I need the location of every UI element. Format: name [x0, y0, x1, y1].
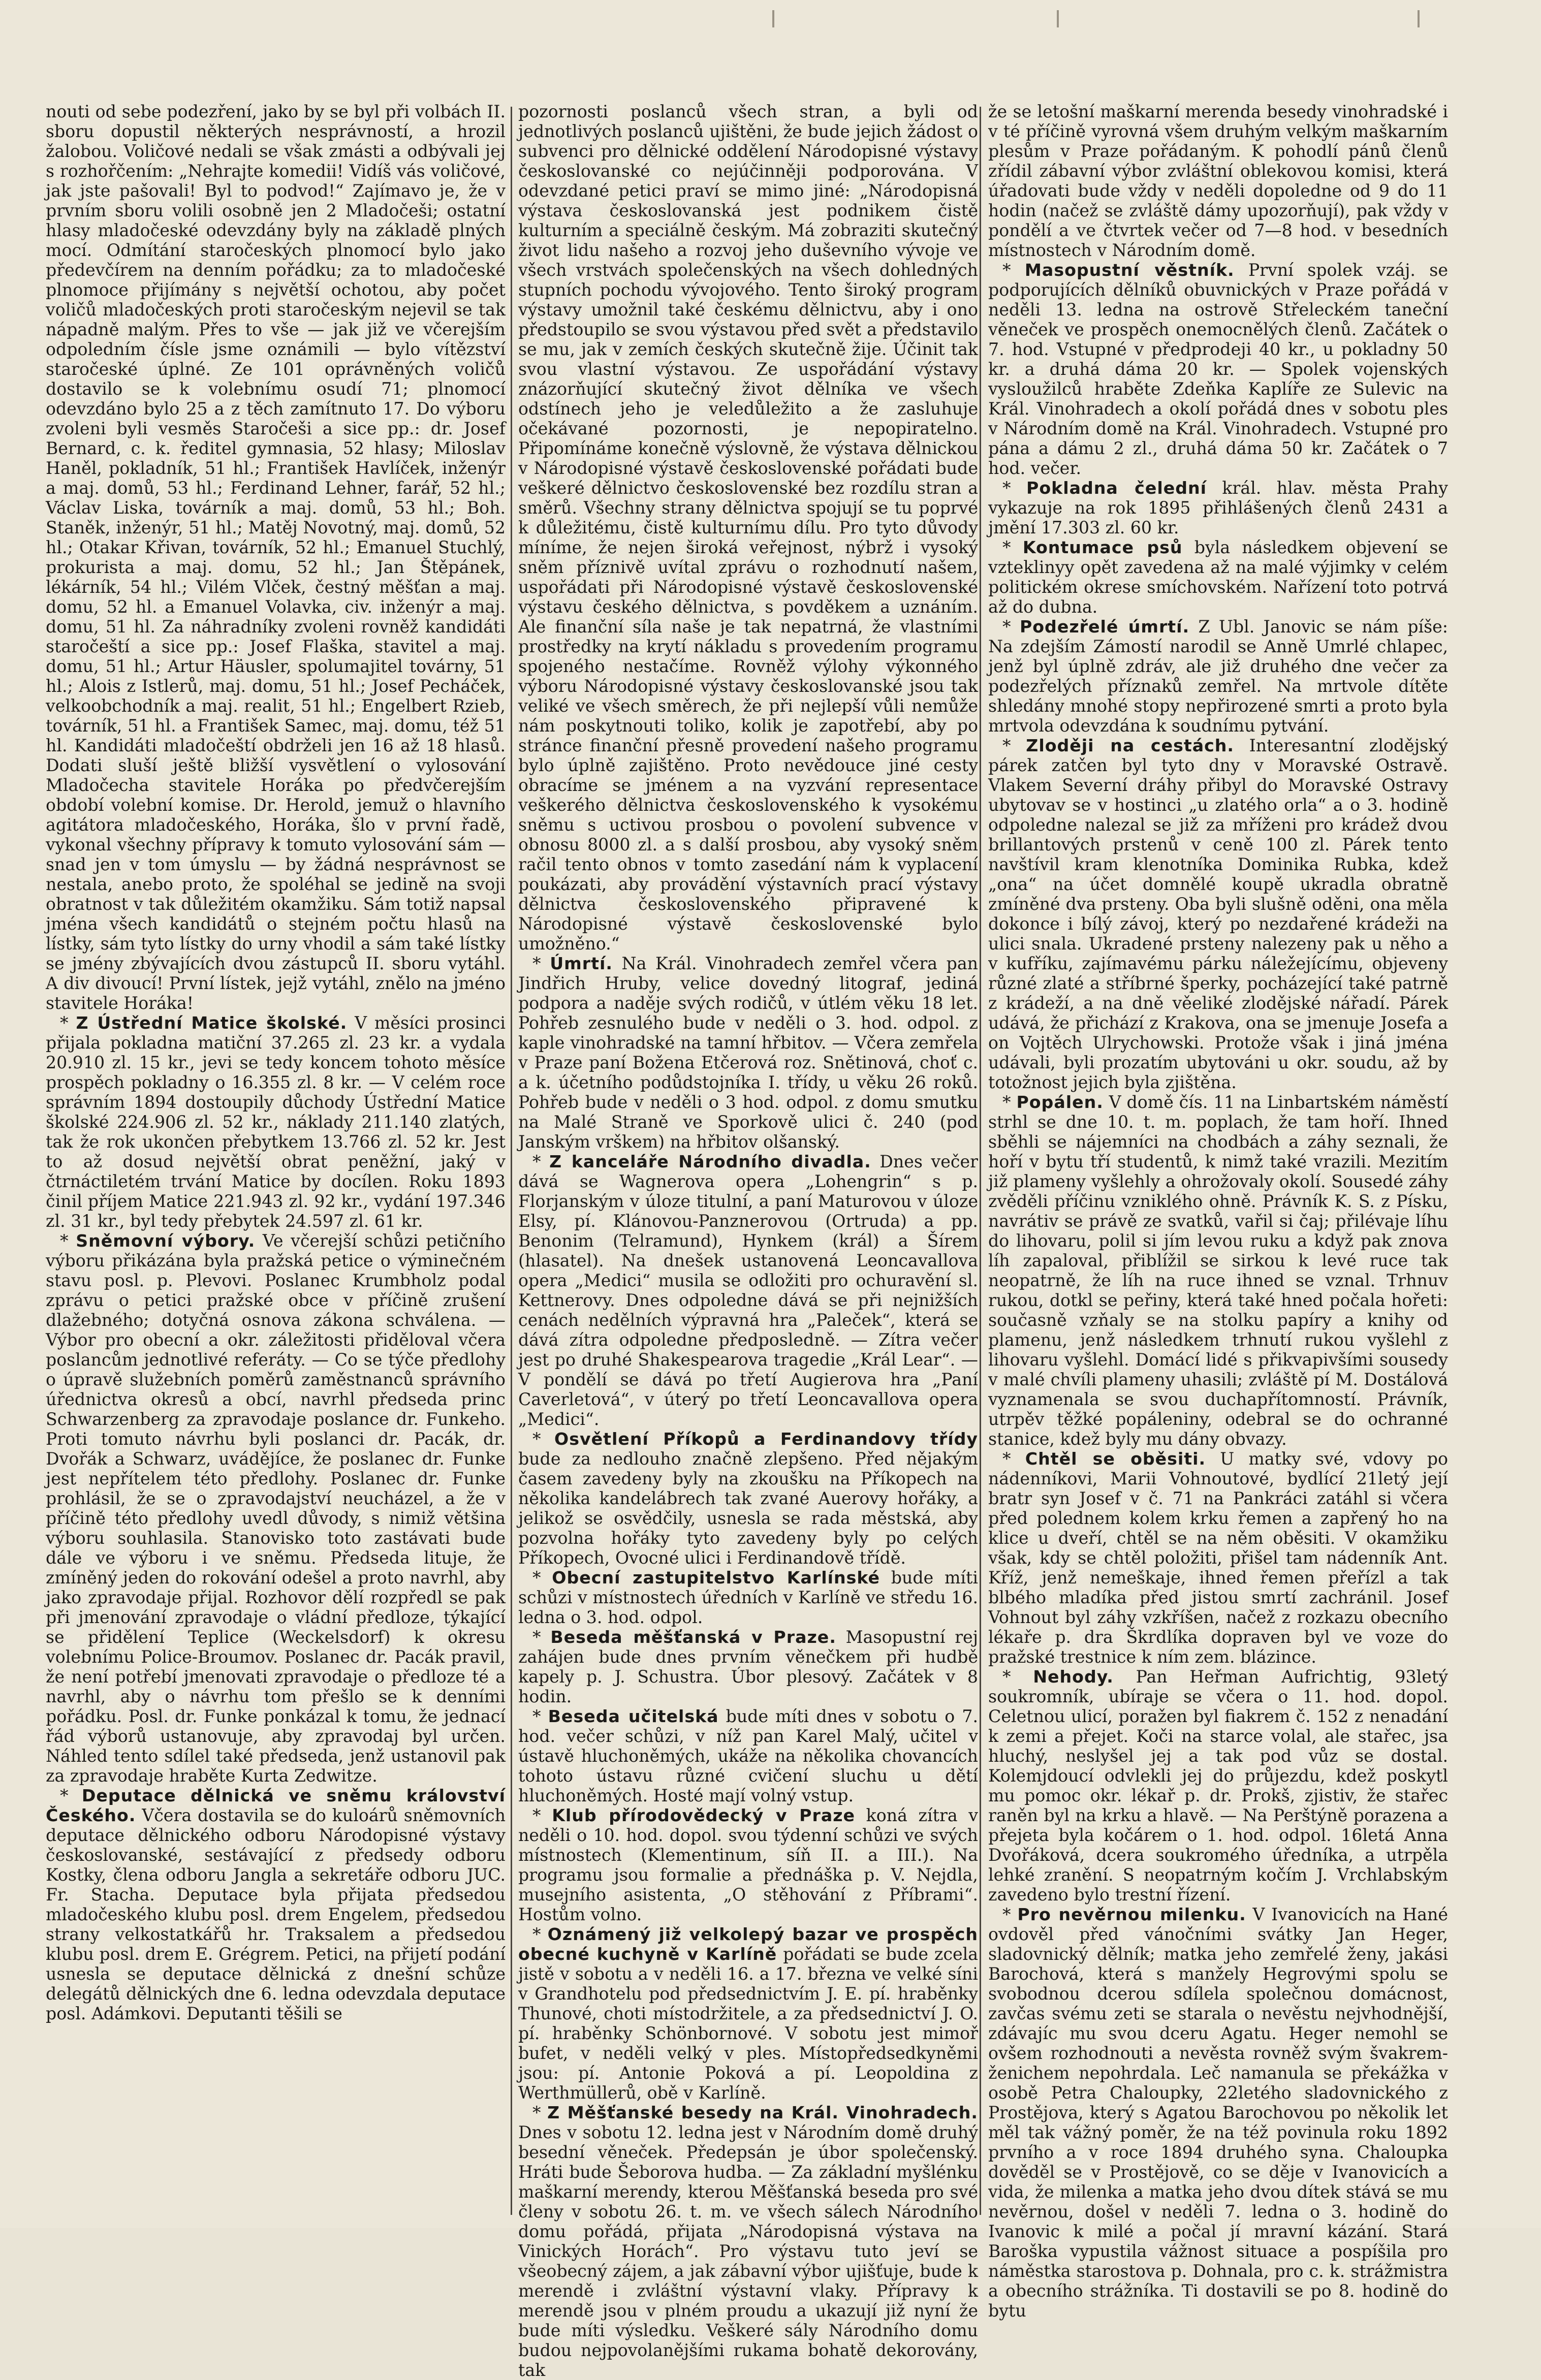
- article-body: nouti od sebe podezření, jako by se byl při volbách II. sboru dopustil některých nesprávností, a hrozil žalobou. Voličové nedali se však zmásti a odbývali jej s rozhořčením: „Nehrajte komedii! Vidíš vás voličové, jak jste pašovali! Byl to podvod!“ Zajímavo je, že v prvním sboru volili osobně jen 2 Mladočeši; ostatní hlasy mladočeské odevzdány byly na základě plných mocí. Odmítání staročeských plnomocí bylo jako předevčírem na denním pořádku; za to mladočeské plnomoce přijímány s největší ochotou, aby počet voličů mladočeských proti staročeským nejevil se tak nápadně malým. Přes to vše — jak již ve včerejším odpoledním čísle jsme oznámili — bylo vítězství staročeské úplné. Ze 101 oprávněných voličů dostavilo se k volebnímu osudí 71; plnomocí odevzdáno bylo 25 a z těch zamítnuto 17. Do výboru zvoleni byli vesměs Staročeši a sice pp.: dr. Josef Bernard, c. k. ředitel gymnasia, 52 hlasy; Miloslav Haněl, pokladník, 51 hl.; František Havlíček, inženýr a maj. domů, 53 hl.; Ferdinand Lehner, farář, 52 hl.; Václav Liska, továrník a maj. domů, 53 hl.; Boh. Staněk, inženýr, 51 hl.; Matěj Novotný, maj. domů, 52 hl.; Otakar Křivan, továrník, 52 hl.; Emanuel Stuchlý, prokurista a maj. domu, 52 hl.; Jan Štěpánek, lékárník, 54 hl.; Vilém Vlček, čestný měšťan a maj. domu, 52 hl. a Emanuel Volavka, civ. inženýr a maj. domu, 51 hl. Za náhradníky zvoleni rovněž kandidáti staročeští a sice pp.: Josef Flaška, stavitel a maj. domu, 51 hl.; Artur Häusler, spolumajitel továrny, 51 hl.; Alois z Istlerů, maj. domu, 51 hl.; Josef Pecháček, velkoobchodník a maj. realit, 51 hl.; Engelbert Rzieb, továrník, 51 hl. a František Samec, maj. domu, též 51 hl. Kandidáti mladočeští obdrželi jen 16 až 18 hlasů. Dodati sluší ještě bližší vysvětlení o vylosování Mladočecha stavitele Horáka po předvčerejším období volební komise. Dr. Herold, jemuž o hlavního agitátora mladočeského, Horáka, šlo v první řadě, vykonal všechny přípravy k tomuto vylosování sám — snad jen v tom úmyslu — by žádná nesprávnost se nestala, anebo proto, že spoléhal se jedině na svoji obratnost v tak důležitém okamžiku. Sám totiž napsal jména všech kandidátů o stejném počtu hlasů na lístky, sám tyto lístky do urny vhodil a sám také lístky se jmény zbývajících dvou zástupců II. sboru vytáhl. A div divoucí! První lístek, jejž vytáhl, znělo na jméno stavitele Horáka!: [46, 102, 506, 1013]
- article-paragraph: [518, 1568, 978, 1627]
- asterisk-marker: *: [1002, 736, 1026, 755]
- asterisk-marker: *: [1002, 617, 1020, 637]
- article-body: V domě čís. 11 na Linbartském náměstí strhl se dne 10. t. m. poplach, že tam hoří. Ihned sběhli se nájemníci na chodbách a záhy seznali, že hoří v bytu tří studentů, k nimž také vrazili. Mezitím již plameny vyšlehly a ohrožovaly okolí. Sousedé záhy zvěděli příčinu vzniklého ohně. Právník K. S. z Písku, navrátiv se právě ze svatků, vařil si čaj; přilévaje líhu do lihovaru, polil si jím levou ruku a když pak znova líh zapaloval, přiblížil se sirkou k levé ruce tak neopatrně, že líh na ruce ihned se vznal. Trhnuv rukou, dotkl se peřiny, která také hned počala hořeti: současně vzňaly se na stolku papíry a knihy od plamenu, jenž následkem trhnutí rukou vyšlehl z lihovaru vyšlehl. Domácí lidé s přikvapivšími sousedy v malé chvíli plameny uhasili; zvláště pí M. Dostálová vyznamenala se svou duchapřítomností. Právník, utrpěv těžké popáleniny, odebral se do ochranné stanice, kdež byly mu dány obvazy.: [988, 1092, 1448, 1449]
- asterisk-marker: *: [60, 1786, 82, 1805]
- article-paragraph: [988, 537, 1448, 617]
- article-paragraph: [988, 260, 1448, 478]
- article-headline: Masopustní věstník.: [1024, 260, 1235, 280]
- article-body: Dnes večer dává se Wagnerova opera „Lohengrin“ s p. Florjanským v úloze titulní, a paní Maturovou v úloze Elsy, pí. Klánovou-Panznerovou (Ortruda) a pp. Benonim (Telramund), Hynkem (král) a Šírem (hlasatel). Na dnešek ustanovená Leoncavallova opera „Medici“ musila se odložiti pro ochuravění sl. Kettnerovy. Dnes odpoledne dává se při nejnižších cenách nedělních výpravná hra „Paleček“, která se dává zítra odpoledne předposledně. — Zítra večer jest po druhé Shakespearova tragedie „Král Lear“. — V pondělí se dává po třetí Augierova hra „Paní Caverletová“, v úterý po třetí Leoncavallova opera „Medici“.: [518, 1152, 978, 1429]
- asterisk-marker: *: [532, 1152, 550, 1171]
- asterisk-marker: *: [532, 1924, 548, 1944]
- article-paragraph: [46, 102, 506, 1013]
- article-body: Na Král. Vinohradech zemřel včera pan Jindřich Hruby, velice dovedný litograf, jediná podpora a naděje svých rodičů, v útlém věku 18 let. Pohřeb zesnulého bude v neděli o 3. hod. odpol. z kaple vinohradské na tamní hřbitov. — Včera zemřela v Praze paní Božena Etčerová roz. Snětinová, choť c. a k. účetního podůdstojníka I. třídy, u věku 26 roků. Pohřeb bude v neděli o 3 hod. odpol. z domu smutku na Malé Straně ve Sporkově ulici č. 240 (pod Janským vrškem) na hřbitov olšanský.: [518, 954, 978, 1152]
- asterisk-marker: *: [1002, 537, 1023, 557]
- article-body: První spolek vzáj. se podporujících dělníků obuvnických v Praze pořádá v neděli 13. ledna na ostrově Střeleckém taneční věneček ve prospěch onemocnělých členů. Začátek o 7. hod. Vstupné v předprodeji 40 kr., u pokladny 50 kr. a druhá dáma 20 kr. — Spolek vojenských vysloužilců hraběte Zdeňka Kaplíře ze Sulevic na Král. Vinohradech a okolí pořádá dnes v sobotu ples v Národním domě na Král. Vinohradech. Vstupné pro pána a dámu 2 zl., druhá dáma 50 kr. Začátek o 7 hod. večer.: [988, 260, 1448, 478]
- text-column-2: [518, 102, 978, 2380]
- article-headline: Deputace dělnická ve sněmu království Českého.: [46, 1786, 506, 1825]
- asterisk-marker: *: [60, 1231, 76, 1251]
- article-paragraph: [988, 617, 1448, 736]
- article-paragraph: [518, 954, 978, 1152]
- article-body: Ve včerejší schůzi petičního výboru přikázána byla pražská petice o výminečném stavu posl. p. Plevovi. Poslanec Krumbholz podal zprávu o petici pražské obce v příčině zrušení dlažebného; dotyčná osnova zákona schválena. — Výbor pro obecní a okr. záležitosti přiděloval včera poslancům jednotlivé referáty. — Co se týče předlohy o úpravě služebních poměrů zaměstnanců správního úřednictva okresů a obcí, navrhl předseda princ Schwarzenberg za zpravodaje poslance dr. Funkeho. Proti tomuto návrhu byli poslanci dr. Pacák, dr. Dvořák a Schwarz, uvádějíce, že poslanec dr. Funke jest nepřítelem této předlohy. Poslanec dr. Funke prohlásil, že se o zpravodajství neucházel, a že v příčině této předlohy uvedl důvody, s nimiž většina výboru souhlasila. Stanovisko toto zastávati bude dále ve výboru i ve sněmu. Předseda lituje, že zmíněný jeden do rokování odešel a proto navrhl, aby jako zpravodaje přijal. Rozhovor dělí rozpředl se pak při jmenování zpravodaje o vládní předloze, týkající se přidělení Teplice (Weckelsdorf) k okresu volebnímu Police-Broumov. Poslanec dr. Pacák pravil, že není potřebí jmenovati zpravodaje o předloze té a navrhl, aby o návrhu tom přešlo se k denními pořádku. Posl. dr. Funke ponkázal k tomu, že jednací řád výborů ustanovuje, aby zpravodaj byl určen. Náhled tento sdílel také předseda, jenž ustanovil pak za zpravodaje hraběte Kurta Zedwitze.: [46, 1231, 506, 1786]
- article-paragraph: [988, 1667, 1448, 1905]
- article-body: V Ivanovicích na Hané ovdověl před vánočními svátky Jan Heger, sladovnický dělník; matka jeho zemřelé ženy, jakási Barochová, která s manžely Hegrovými spolu se svobodnou dcerou sdílela společnou domácnost, zavčas svému zeti se starala o nevěstu nejvhodnější, zdávajíc mu svou dceru Agatu. Heger nemohl se ovšem rozhodnouti a nevěsta rovněž svým švakrem-ženichem nepohrdala. Leč namanula se překážka v osobě Petra Chaloupky, 22letého sladovnického z Prostějova, který s Agatou Barochovou po několik let měl tak vážný poměr, že na též povinula roku 1892 prvního a v roce 1894 druhého syna. Chaloupka dověděl se v Prostějově, co se děje v Ivanovicích a vida, že milenka a matka jeho dvou dítek stává se mu nevěrnou, došel v neděli 7. ledna o 3. hodině do Ivanovic k milé a počal jí mravní kázání. Stará Baroška vypustila vážnost situace a pospíšila pro náměstka starostova p. Dohnala, pro c. k. strážmistra a obecního strážníka. Ti dostavili se po 8. hodině do bytu: [988, 1905, 1448, 2321]
- article-paragraph: [988, 1905, 1448, 2321]
- article-body: pořádati se bude zcela jistě v sobotu a v neděli 16. a 17. března ve velké síni v Grandhotelu pod předsednictvím J. E. pí. hraběnky Thunové, choti místodržitele, a za předsednictví J. O. pí. hraběnky Schönbornové. V sobotu jest mimoř bufet, v neděli velký v ples. Místopředsedkyněmi jsou: pí. Antonie Poková a pí. Leopoldina z Werthmüllerů, obě v Karlíně.: [518, 1944, 978, 2103]
- asterisk-marker: *: [532, 1429, 554, 1449]
- article-paragraph: [518, 1627, 978, 1706]
- article-body: Masopustní rej zahájen bude dnes prvním věnečkem při hudbě kapely p. J. Schustra. Úbor plesový. Začátek v 8 hodin.: [518, 1627, 978, 1706]
- asterisk-marker: *: [1002, 1449, 1025, 1469]
- column-rule: [980, 107, 981, 2215]
- article-paragraph: [518, 1805, 978, 1924]
- article-body: Z Ubl. Janovic se nám píše: Na zdejším Zámostí narodil se Anně Umrlé chlapec, jenž byl úplně zdráv, ale již druhého dne večer za podezřelých příznaků zemřel. Na mrtvole dítěte shledány mnohé stopy nepřirozené smrti a proto byla mrtvola odevzdána k soudnímu pytvání.: [988, 617, 1448, 736]
- article-paragraph: [518, 1924, 978, 2103]
- article-body: Pan Heřman Aufrichtig, 93letý soukromník, ubíraje se včera o 11. hod. dopol. Celetnou ulicí, poražen byl fiakrem č. 152 z nenadání k zemi a přejet. Koči na starce volal, ale stařec, jsa hluchý, neslyšel jej a tak pod vůz se dostal. Kolemjdoucí odvlekli jej do průjezdu, kdež poskytl mu pomoc okr. lékař p. dr. Prokš, zjistiv, že stařec raněn byl na krku a hlavě. — Na Perštýně porazena a přejeta byla kočárem o 1. hod. odpol. 16letá Anna Dvořáková, dcera soukromého úředníka, a utrpěla lehké zranění. S neopatrným kočím J. Vrchlabským zavedeno bylo trestní řízení.: [988, 1667, 1448, 1905]
- article-headline: Z kanceláře Národního divadla.: [549, 1152, 871, 1171]
- article-paragraph: [988, 102, 1448, 260]
- article-headline: Pro nevěrnou milenku.: [1017, 1905, 1246, 1924]
- article-body: koná zítra v neděli o 10. hod. dopol. svou týdenní schůzi ve svých místnostech (Klementinum, síň II. a III.). Na programu jsou formalie a přednáška p. V. Nejdla, musejního asistenta, „O stěhování z Příbrami“. Hostům volno.: [518, 1805, 978, 1924]
- article-paragraph: [518, 1706, 978, 1805]
- article-paragraph: [988, 1449, 1448, 1667]
- article-paragraph: [988, 478, 1448, 537]
- article-headline: Pokladna čelední: [1026, 478, 1207, 498]
- article-body: byla následkem objevení se vzteklinyy opět zavedena až na malé výjimky v celém politickém okrese smíchovském. Nařízení toto potrvá až do dubna.: [988, 537, 1448, 617]
- article-headline: Obecní zastupitelstvo Karlínské: [552, 1568, 880, 1588]
- article-headline: Zloději na cestách.: [1026, 736, 1234, 755]
- article-body: pozornosti poslanců všech stran, a byli od jednotlivých poslanců ujištěni, že bude jejich žádost o subvenci pro dělnické oddělení Národopisné výstavy českoslovanské co nejúčinněji podporována. V odevzdané petici praví se mimo jiné: „Národopisná výstava českoslovanská jest podnikem čistě kulturním a speciálně českým. Má zobraziti skutečný život lidu našeho a rozvoj jeho duševního vývoje ve všech vrstvách společenských na všech dohledných stupních pochodu vývojového. Tento široký program výstavy umožnil také českému dělnictvu, aby i ono předstoupilo se svou výstavou před svět a představilo se mu, jak v zemích českých skutečně žije. Účinit tak svou vlastní výstavou. Ze uspořádání výstavy znázorňující skutečný život dělníka ve všech odstínech jeho je veledůležito a že zasluhuje očekávané pozornosti, je nepopiratelno. Připomínáme konečně výslovně, že výstava dělnickou v Národopisné výstavě československé pořádati bude veškeré dělnictvo československé bez rozdílu stran a směrů. Všechny strany dělnictva spojují se tu poprvé k důležitému, čistě kulturnímu dílu. Pro tyto důvody míníme, že nejen široká veřejnost, nýbrž i vysoký sněm příznivě uvítal zprávu o rozhodnutí našem, uspořádati při Národopisné výstavě československé výstavu českého dělnictva, s povděkem a uznáním. Ale finanční síla naše je tak nepatrná, že vlastními prostředky na krytí nákladu s provedením programu spojeného nestačíme. Rovněž výlohy výkonného výboru Národopisné výstavy českoslovanské jsou tak veliké ve všech směrech, že při nejlepší vůli nemůže nám poskytnouti toliko, kolik je zapotřebí, aby po stránce finanční přesně provedení našeho programu bylo úplně zajištěno. Proto nevědouce jiné cesty obracíme se jménem a na vyzvání representace veškerého dělnictva československého k vysokému sněmu s uctivou prosbou o povolení subvence v obnosu 8000 zl. a s další prosbou, aby vysoký sněm račil tento obnos v tomto zasedání nám k vyplacení poukázati, aby provádění výstavních prací výstavy dělnictva československého připravené k Národopisné výstavě československé bylo umožněno.“: [518, 102, 978, 954]
- article-paragraph: [988, 736, 1448, 1092]
- asterisk-marker: *: [60, 1013, 76, 1033]
- asterisk-marker: *: [1002, 1092, 1017, 1112]
- article-headline: Podezřelé úmrtí.: [1019, 617, 1190, 637]
- page-edge-mark: [1418, 10, 1420, 27]
- asterisk-marker: *: [532, 1805, 552, 1825]
- article-paragraph: [988, 1092, 1448, 1449]
- article-headline: Kontumace psů: [1022, 537, 1183, 557]
- article-headline: Beseda měšťanská v Praze.: [550, 1627, 836, 1647]
- article-headline: Oznámený již velkolepý bazar ve prospěch obecné kuchyně v Karlíně: [518, 1924, 978, 1964]
- page-edge-mark: [1057, 10, 1059, 27]
- article-paragraph: [46, 1231, 506, 1786]
- article-paragraph: [46, 1786, 506, 2023]
- article-headline: Sněmovní výbory.: [76, 1231, 256, 1251]
- article-paragraph: [518, 1429, 978, 1568]
- asterisk-marker: *: [532, 1706, 548, 1726]
- asterisk-marker: *: [1002, 1905, 1018, 1924]
- article-headline: Popálen.: [1016, 1092, 1104, 1112]
- article-headline: Z Měšťanské besedy na Král. Vinohradech.: [547, 2103, 978, 2122]
- article-body: král. hlav. města Prahy vykazuje na rok 1895 přihlášených členů 2431 a jmění 17.303 zl. 60 kr.: [988, 478, 1449, 537]
- asterisk-marker: *: [1002, 1667, 1033, 1687]
- article-paragraph: [518, 102, 978, 954]
- article-headline: Chtěl se oběsiti.: [1025, 1449, 1206, 1469]
- article-headline: Úmrtí.: [550, 954, 613, 973]
- asterisk-marker: *: [532, 2103, 548, 2122]
- article-headline: Klub přírodovědecký v Praze: [552, 1805, 856, 1825]
- article-body: bude míti schůzi v místnostech úředních v Karlíně ve středu 16. ledna o 3. hod. odpol.: [518, 1568, 978, 1627]
- article-body: V měsíci prosinci přijala pokladna matiční 37.265 zl. 23 kr. a vydala 20.910 zl. 15 kr., jevi se tedy koncem tohoto měsíce prospěch pokladny o 16.355 zl. 8 kr. — V celém roce správním 1894 dostoupily důchody Ústřední Matice školské 224.906 zl. 52 kr., náklady 211.140 zlatých, tak že rok ukončen přebytkem 13.766 zl. 52 kr. Jest to až dosud největší obrat peněžní, jaký v čtrnáctiletém trvání Matice by docílen. Roku 1893 činil příjem Matice 221.943 zl. 92 kr., vydání 197.346 zl. 31 kr., byl tedy přebytek 24.597 zl. 61 kr.: [46, 1013, 506, 1231]
- text-column-3: [988, 102, 1449, 2321]
- article-headline: Beseda učitelská: [548, 1706, 719, 1726]
- article-headline: Z Ústřední Matice školské.: [76, 1013, 348, 1033]
- column-rule: [511, 107, 512, 2215]
- article-body: Včera dostavila se do kuloárů sněmovních deputace dělnického odboru Národopisné výstavy českoslovanské, sestávající z předsedy odboru Kostky, člena odboru Jangla a sekretáře odboru JUC. Fr. Stacha. Deputace byla přijata předsedou mladočeského klubu posl. drem Engelem, předsedou strany velkostatkářů hr. Traksalem a předsedou klubu posl. drem E. Grégrem. Petici, na přijetí podání usnesla se deputace dělnická z dnešní schůze delegátů dělnických dne 6. ledna odevzdala deputace posl. Adámkovi. Deputanti těšili se: [46, 1805, 506, 2023]
- asterisk-marker: *: [532, 1568, 552, 1588]
- article-paragraph: [46, 1013, 506, 1231]
- article-body: bude míti dnes v sobotu o 7. hod. večer schůzi, v níž pan Karel Malý, učitel v ústavě hluchoněmých, ukáže na několika chovancích tohoto ústavu různé cvičení sluchu u dětí hluchoněmých. Hosté mají volný vstup.: [518, 1706, 978, 1805]
- article-paragraph: [518, 1152, 978, 1429]
- asterisk-marker: *: [1002, 478, 1026, 498]
- asterisk-marker: *: [532, 954, 550, 973]
- asterisk-marker: *: [532, 1627, 551, 1647]
- article-paragraph: [518, 2103, 978, 2380]
- article-body: Dnes v sobotu 12. ledna jest v Národním domě druhý besední věneček. Předepsán je úbor společenský. Hráti bude Šeborova hudba. — Za základní myšlénku maškarní merendy, kterou Měšťanská beseda pro své členy v sobotu 26. t. m. ve všech sálech Národního domu pořádá, přijata „Národopisná výstava na Vinických Horách“. Pro výstavu tuto jeví se všeobecný zájem, a jak zábavní výbor ujišťuje, bude k merendě i zvláštní výstavní vlaky. Přípravy k merendě jsou v plném proudu a ukazují již nyní že bude míti výsledku. Veškeré sály Národního domu budou nejpovolanějšími rukama bohatě dekorovány, tak: [518, 2122, 978, 2380]
- article-headline: Osvětlení Příkopů a Ferdinandovy třídy: [554, 1429, 978, 1449]
- article-body: že se letošní maškarní merenda besedy vinohradské i v té příčině vyrovná všem druhým velkým maškarním plesům v Praze pořádaným. K pohodlí pánů členů zřídil zábavní výbor zvláštní oblekovou komisi, která úřadovati bude vždy v neděli dopoledne od 9 do 11 hodin (načež se zvláště dámy upozorňují), pak vždy v pondělí a ve čtvrtek večer od 7—8 hod. v besedních místnostech v Národním domě.: [988, 102, 1448, 260]
- page-edge-mark: [772, 10, 774, 27]
- article-headline: Nehody.: [1033, 1667, 1114, 1687]
- text-column-1: [46, 102, 506, 2184]
- article-body: Interesantní zlodějský párek zatčen byl tyto dny v Moravské Ostravě. Vlakem Severní dráhy přibyl do Moravské Ostravy ubytovav se v hostinci „u zlatého orla“ a o 3. hodině odpoledne nalezal se již za mříženi pro krádež dvou brillantových prstenů v ceně 100 zl. Párek tento navštívil kram klenotníka Dominika Rubka, kdež „ona“ na účet domnělé koupě ukradla obratně zmíněné dva prsteny. Oba byli slušně oděni, ona měla dokonce i bílý závoj, který po nezdařené krádeži na ulici snala. Ukradené prsteny nalezeny pak u něho a v kufříku, zajímavému párku náležejícímu, objeveny různé zlaté a stříbrné šperky, pocházející také patrně z krádeží, a na dně věeliké zlodějské nářadí. Párek udává, že přichází z Krakova, ona se jmenuje Josefa a on Vojtěch Ulrychowski. Protože však i jiná jména udávali, byli prozatím ubytováni u okr. soudu, až by totožnost jejich byla zjištěna.: [988, 736, 1448, 1092]
- asterisk-marker: *: [1002, 260, 1025, 280]
- article-body: U matky své, vdovy po nádenníkovi, Marii Vohnoutové, bydlící 21letý její bratr syn Josef v č. 71 na Pankráci zatáhl si včera před polednem kolem krku řemen a zapřený ho na klice u dveří, chtěl se na něm oběsiti. V okamžiku však, kdy se chtěl položiti, přišel tam nádenník Ant. Kříž, jenž nemeškaje, ihned řemen přeřízl a tak blbého mladíka před jistou smrtí zachránil. Josef Vohnout byl záhy vzkříšen, načež z rozkazu obecního lékaře p. dra Škrdlíka dopraven byl ve voze do pražské trestnice k ním zem. blázince.: [988, 1449, 1448, 1667]
- article-body: bude za nedlouho značně zlepšeno. Před nějakým časem zavedeny byly na zkoušku na Příkopech na několika kandelábrech tak zvané Auerovy hořáky, a jelikož se osvědčily, usnesla se rada městská, aby pozvolna hořáky tyto zavedeny byly po celých Příkopech, Ovocné ulici i Ferdinandově třídě.: [518, 1449, 978, 1568]
